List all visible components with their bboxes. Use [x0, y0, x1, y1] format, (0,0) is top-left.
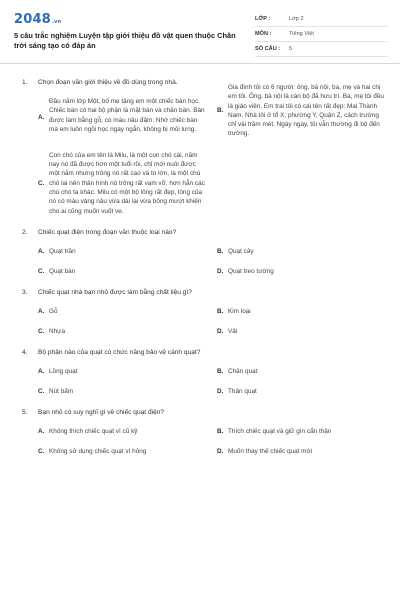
question-number: 1. — [22, 79, 28, 86]
option-text: Vải — [228, 327, 238, 335]
option-letter: C. — [38, 327, 45, 335]
question-text — [22, 348, 382, 357]
option-letter: C. — [38, 387, 45, 395]
option-text: Đầu năm lớp Một, bố mẹ tặng em một chiếc bàn học. Chiếc bàn có hai bộ phận là mặt bàn và chân bàn. Bàn được làm bằng gỗ, có màu nâu đậm. Nhờ chiếc bàn mà em luôn ngồi học ngay ngắn, không bị mỏi lưng. — [49, 98, 205, 133]
question-5 — [22, 408, 382, 456]
option-letter: D. — [217, 267, 224, 275]
option-letter: D. — [217, 327, 224, 335]
meta-grade-value: Lớp 2 — [289, 16, 304, 22]
question-4 — [22, 348, 382, 396]
option-letter: B. — [217, 247, 224, 255]
option-text: Kim loại — [228, 307, 251, 315]
option-b[interactable] — [217, 427, 390, 436]
question-text — [22, 408, 382, 417]
meta-count-label: SỐ CÂU : — [255, 46, 281, 52]
option-a[interactable] — [38, 307, 211, 316]
option-letter: C. — [38, 447, 45, 455]
option-text: Gỗ — [49, 307, 58, 315]
option-text: Thích chiếc quạt và giữ gìn cẩn thận — [228, 427, 332, 435]
question-number: 5. — [22, 408, 28, 416]
answer-options — [22, 84, 384, 216]
option-letter: A. — [38, 427, 45, 435]
option-letter: C. — [38, 179, 45, 187]
meta-count-value: 5 — [289, 46, 293, 52]
option-c[interactable] — [38, 387, 211, 396]
option-d[interactable] — [217, 267, 390, 276]
option-d[interactable] — [217, 447, 390, 456]
document-title: 5 câu trắc nghiệm Luyện tập giới thiệu đồ vật quen thuộc Chân trời sáng tạo có đáp án — [14, 31, 236, 50]
answer-options — [22, 307, 382, 336]
option-text: Quạt trần — [49, 247, 76, 255]
question-text — [22, 228, 382, 237]
meta-grade — [255, 12, 387, 27]
option-letter: B. — [217, 427, 224, 435]
option-text: Quạt treo tường — [228, 267, 274, 275]
question-prompt: Bạn nhỏ có suy nghĩ gì về chiếc quạt điện? — [38, 408, 165, 416]
question-number: 4. — [22, 348, 28, 356]
question-number: 2. — [22, 228, 28, 236]
option-letter: A. — [38, 114, 45, 122]
option-text: Nhựa — [49, 327, 66, 335]
option-text: Lồng quạt — [49, 367, 78, 375]
option-letter: A. — [38, 307, 45, 315]
option-a[interactable] — [38, 97, 211, 139]
option-text: Thân quạt — [228, 387, 257, 395]
question-prompt: Chọn đoạn văn giới thiệu về đồ dùng trong nhà. — [38, 79, 178, 86]
document-meta — [255, 12, 387, 57]
question-1 — [22, 78, 382, 216]
option-c[interactable] — [38, 447, 211, 456]
option-letter: B. — [217, 367, 224, 375]
option-text: Nút bấm — [49, 387, 74, 395]
question-number: 3. — [22, 288, 28, 296]
option-c[interactable] — [38, 267, 211, 276]
option-a[interactable] — [38, 427, 211, 436]
option-letter: A. — [38, 367, 45, 375]
option-d[interactable] — [217, 327, 390, 336]
option-b[interactable] — [217, 83, 390, 139]
option-text: Gia đình tôi có 6 người: ông, bà nội, ba, mẹ và hai chị em tôi. Ông, bà nội là cán bộ đã hưu trí. Ba, mẹ tôi đều là giáo viên. Em trai tôi có cái tên rất đẹp: Mai Thành Nam. Nhà tôi ở tổ X, phường Y, Quận Z, cách trường chỉ vài trăm mét. Ngày ngày, tôi vẫn thường đi bộ đến trường. — [228, 84, 384, 138]
meta-count — [255, 42, 387, 57]
option-letter: D. — [217, 387, 224, 395]
question-2 — [22, 228, 382, 276]
question-list — [0, 64, 400, 456]
option-letter: D. — [217, 447, 224, 455]
option-a[interactable] — [38, 247, 211, 256]
option-c[interactable] — [38, 151, 211, 216]
option-b[interactable] — [217, 307, 390, 316]
option-letter: A. — [38, 247, 45, 255]
meta-subject — [255, 27, 387, 42]
option-b[interactable] — [217, 367, 390, 376]
question-prompt: Chiếc quạt nhà bạn nhỏ được làm bằng chất liệu gì? — [38, 288, 192, 296]
meta-subject-value: Tiếng Việt — [289, 31, 314, 37]
option-text: Muốn thay thế chiếc quạt mới — [228, 447, 313, 455]
option-letter: C. — [38, 267, 45, 275]
option-text: Quạt bàn — [49, 267, 76, 275]
question-3 — [22, 288, 382, 336]
option-d[interactable] — [217, 387, 390, 396]
site-logo[interactable]: 2048.vn — [14, 12, 62, 27]
meta-grade-label: LỚP : — [255, 16, 271, 22]
option-letter: B. — [217, 107, 224, 115]
page-header — [0, 0, 400, 64]
answer-options — [22, 247, 382, 276]
option-text: Con chó của em tên là Milu, là một con chó cái, năm nay nó đã được hơn một tuổi rồi, chỉ mới nuôi được một năm nhưng trông nó rất cao và to lớn, là một chú chó lai nên thân hình nó trông rất vạm vỡ, hơn hẳn các chú chó ta khác. Milu có một bộ lông rất đẹp, lông của nó có màu vàng nâu vừa dài lại vừa bông mượt khiến cho ai cũng muốn vuốt ve. — [49, 151, 205, 215]
meta-subject-label: MÔN : — [255, 31, 272, 37]
question-prompt: Bộ phận nào của quạt có chức năng bảo vệ cánh quạt? — [38, 348, 201, 356]
option-letter: B. — [217, 307, 224, 315]
answer-options — [22, 367, 382, 396]
option-text: Quạt cây — [228, 247, 254, 255]
question-text — [22, 288, 382, 297]
option-a[interactable] — [38, 367, 211, 376]
option-text: Không thích chiếc quạt vì cũ kỹ — [49, 427, 138, 435]
option-b[interactable] — [217, 247, 390, 256]
question-prompt: Chiếc quạt điện trong đoạn văn thuộc loại nào? — [38, 228, 177, 236]
answer-options — [22, 427, 382, 456]
option-c[interactable] — [38, 327, 211, 336]
option-text: Không sử dụng chiếc quạt vì hỏng — [49, 447, 147, 455]
option-text: Chân quạt — [228, 367, 258, 375]
